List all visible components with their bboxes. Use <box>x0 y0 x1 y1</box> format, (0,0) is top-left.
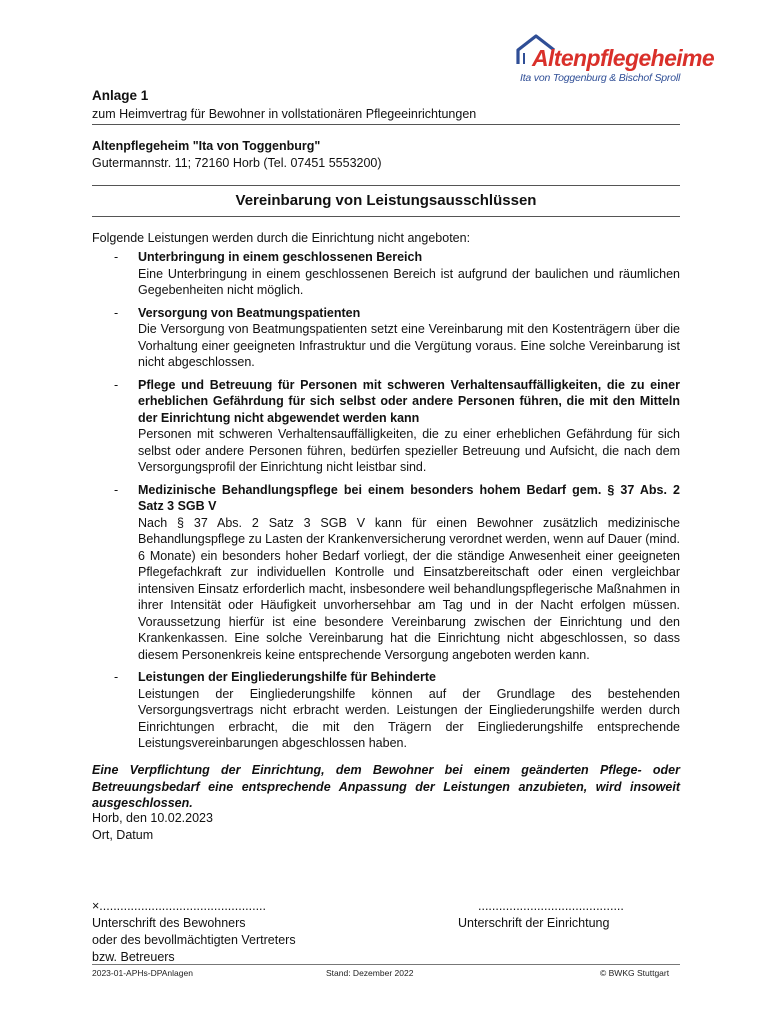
facility-address: Gutermannstr. 11; 72160 Horb (Tel. 07451 5553200) <box>92 156 382 170</box>
place-date-value: Horb, den 10.02.2023 <box>92 811 213 825</box>
logo <box>516 34 715 84</box>
representative-label: oder des bevollmächtigten Vertreters <box>92 933 296 947</box>
item-title: Medizinische Behandlungspflege bei einem besonders hohem Bedarf gem. § 37 Abs. 2 Satz 3 SGB V <box>138 482 680 513</box>
annex-subtitle: zum Heimvertrag für Bewohner in vollstationären Pflegeeinrichtungen <box>92 107 477 121</box>
caregiver-label: bzw. Betreuers <box>92 950 175 964</box>
annex-title: Anlage 1 <box>92 88 149 103</box>
exclusion-list <box>92 249 680 758</box>
exclusion-note: Eine Verpflichtung der Einrichtung, dem Bewohner bei einem geänderten Pflege- oder Betreuungsbedarf eine entsprechende Anpassung der Leistungen anzubieten, wird insoweit ausgeschlossen. <box>92 763 680 810</box>
logo-subtitle: Ita von Toggenburg & Bischof Sproll <box>520 72 681 84</box>
facility-signature-label: Unterschrift der Einrichtung <box>458 916 610 930</box>
facility-name: Altenpflegeheim "Ita von Toggenburg" <box>92 139 321 153</box>
footer-copyright: © BWKG Stuttgart <box>600 968 670 978</box>
facility-signature-line: .......................................... <box>478 899 624 913</box>
item-title: Leistungen der Eingliederungshilfe für Behinderte <box>138 670 436 684</box>
intro-text: Folgende Leistungen werden durch die Einrichtung nicht angeboten: <box>92 231 471 245</box>
divider <box>92 124 680 125</box>
item-title: Versorgung von Beatmungspatienten <box>138 305 361 320</box>
list-item <box>92 377 680 476</box>
item-title: Pflege und Betreuung für Personen mit schweren Verhaltensauffälligkeiten, die zu einer erheblichen Gefährdung für sich selbst oder andere Personen führen, die mit den Mitteln der Einrichtung nicht abgewendet werden kann <box>138 377 680 425</box>
list-dash: - <box>114 482 119 497</box>
list-dash: - <box>114 250 119 264</box>
item-body: Eine Unterbringung in einem geschlossenen Bereich ist aufgrund der baulichen und räumlichen Gegebenheiten nicht möglich. <box>138 266 680 297</box>
list-item <box>92 482 680 664</box>
list-dash: - <box>114 305 119 320</box>
footer-divider <box>92 964 680 965</box>
item-body: Nach § 37 Abs. 2 Satz 3 SGB V kann für einen Bewohner zusätzlich medizinische Behandlungspflege zu Lasten der Krankenversicherung verordnet werden, wenn auf Dauer (mind. 6 Monate) ein besonders hoher Bedarf vorliegt, der die ständige Anwesenheit einer geeigneten Pflegefachkraft zur individuellen Kontrolle und Einsatzbereitschaft oder einen vergleichbar intensiven Einsatz erforderlich macht, insbesondere weil behandlungspflegerische Maßnahmen in ihrer Intensität oder Häufigkeit unvorhersehbar am Tag und in der Nacht erfolgen müssen. Voraussetzung hierfür ist eine besondere Vereinbarung zwischen der Einrichtung und den Krankenkassen. Eine solche Vereinbarung hat die Einrichtung nicht abgeschlossen, so dass diesem Personenkreis keine entsprechende Versorgung angeboten werden kann. <box>138 515 680 662</box>
item-body: Personen mit schweren Verhaltensauffälligkeiten, die zu einer erheblichen Gefährdung für sich selbst oder andere Personen führen, bedürfen spezieller Betreuung und Aufsicht, die nach dem Versorgungsprofil der Einrichtung nicht leistbar sind. <box>138 427 680 474</box>
list-item <box>92 305 680 371</box>
resident-signature-line: ×................................................ <box>92 899 266 913</box>
list-dash: - <box>114 670 119 684</box>
list-item <box>92 249 680 299</box>
divider <box>92 216 680 217</box>
item-body: Die Versorgung von Beatmungspatienten setzt eine Vereinbarung mit den Kostenträgern über die Vorhaltung einer geeigneten Infrastruktur und die Vergütung voraus. Eine solche Vereinbarung ist nicht abgeschlossen. <box>138 322 680 369</box>
resident-signature-label: Unterschrift des Bewohners <box>92 916 246 930</box>
list-dash: - <box>114 377 119 392</box>
footer-document-code: 2023-01-APHs-DPAnlagen <box>92 968 193 978</box>
logo-name: Altenpflegeheime <box>532 45 715 71</box>
divider <box>92 185 680 186</box>
place-date-label: Ort, Datum <box>92 828 154 842</box>
document-heading: Vereinbarung von Leistungsausschlüssen <box>235 192 537 209</box>
item-title: Unterbringung in einem geschlossenen Bereich <box>138 250 423 264</box>
item-body: Leistungen der Eingliederungshilfe können auf der Grundlage des bestehenden Versorgungsvertrags nicht erbracht werden. Leistungen der Eingliederungshilfe werden durch Einrichtungen erbracht, die mit den Trägern der Eingliederungshilfe entsprechende Leistungsvereinbarungen abgeschlossen haben. <box>138 686 680 750</box>
list-item <box>92 669 680 752</box>
footer-status: Stand: Dezember 2022 <box>326 968 414 978</box>
